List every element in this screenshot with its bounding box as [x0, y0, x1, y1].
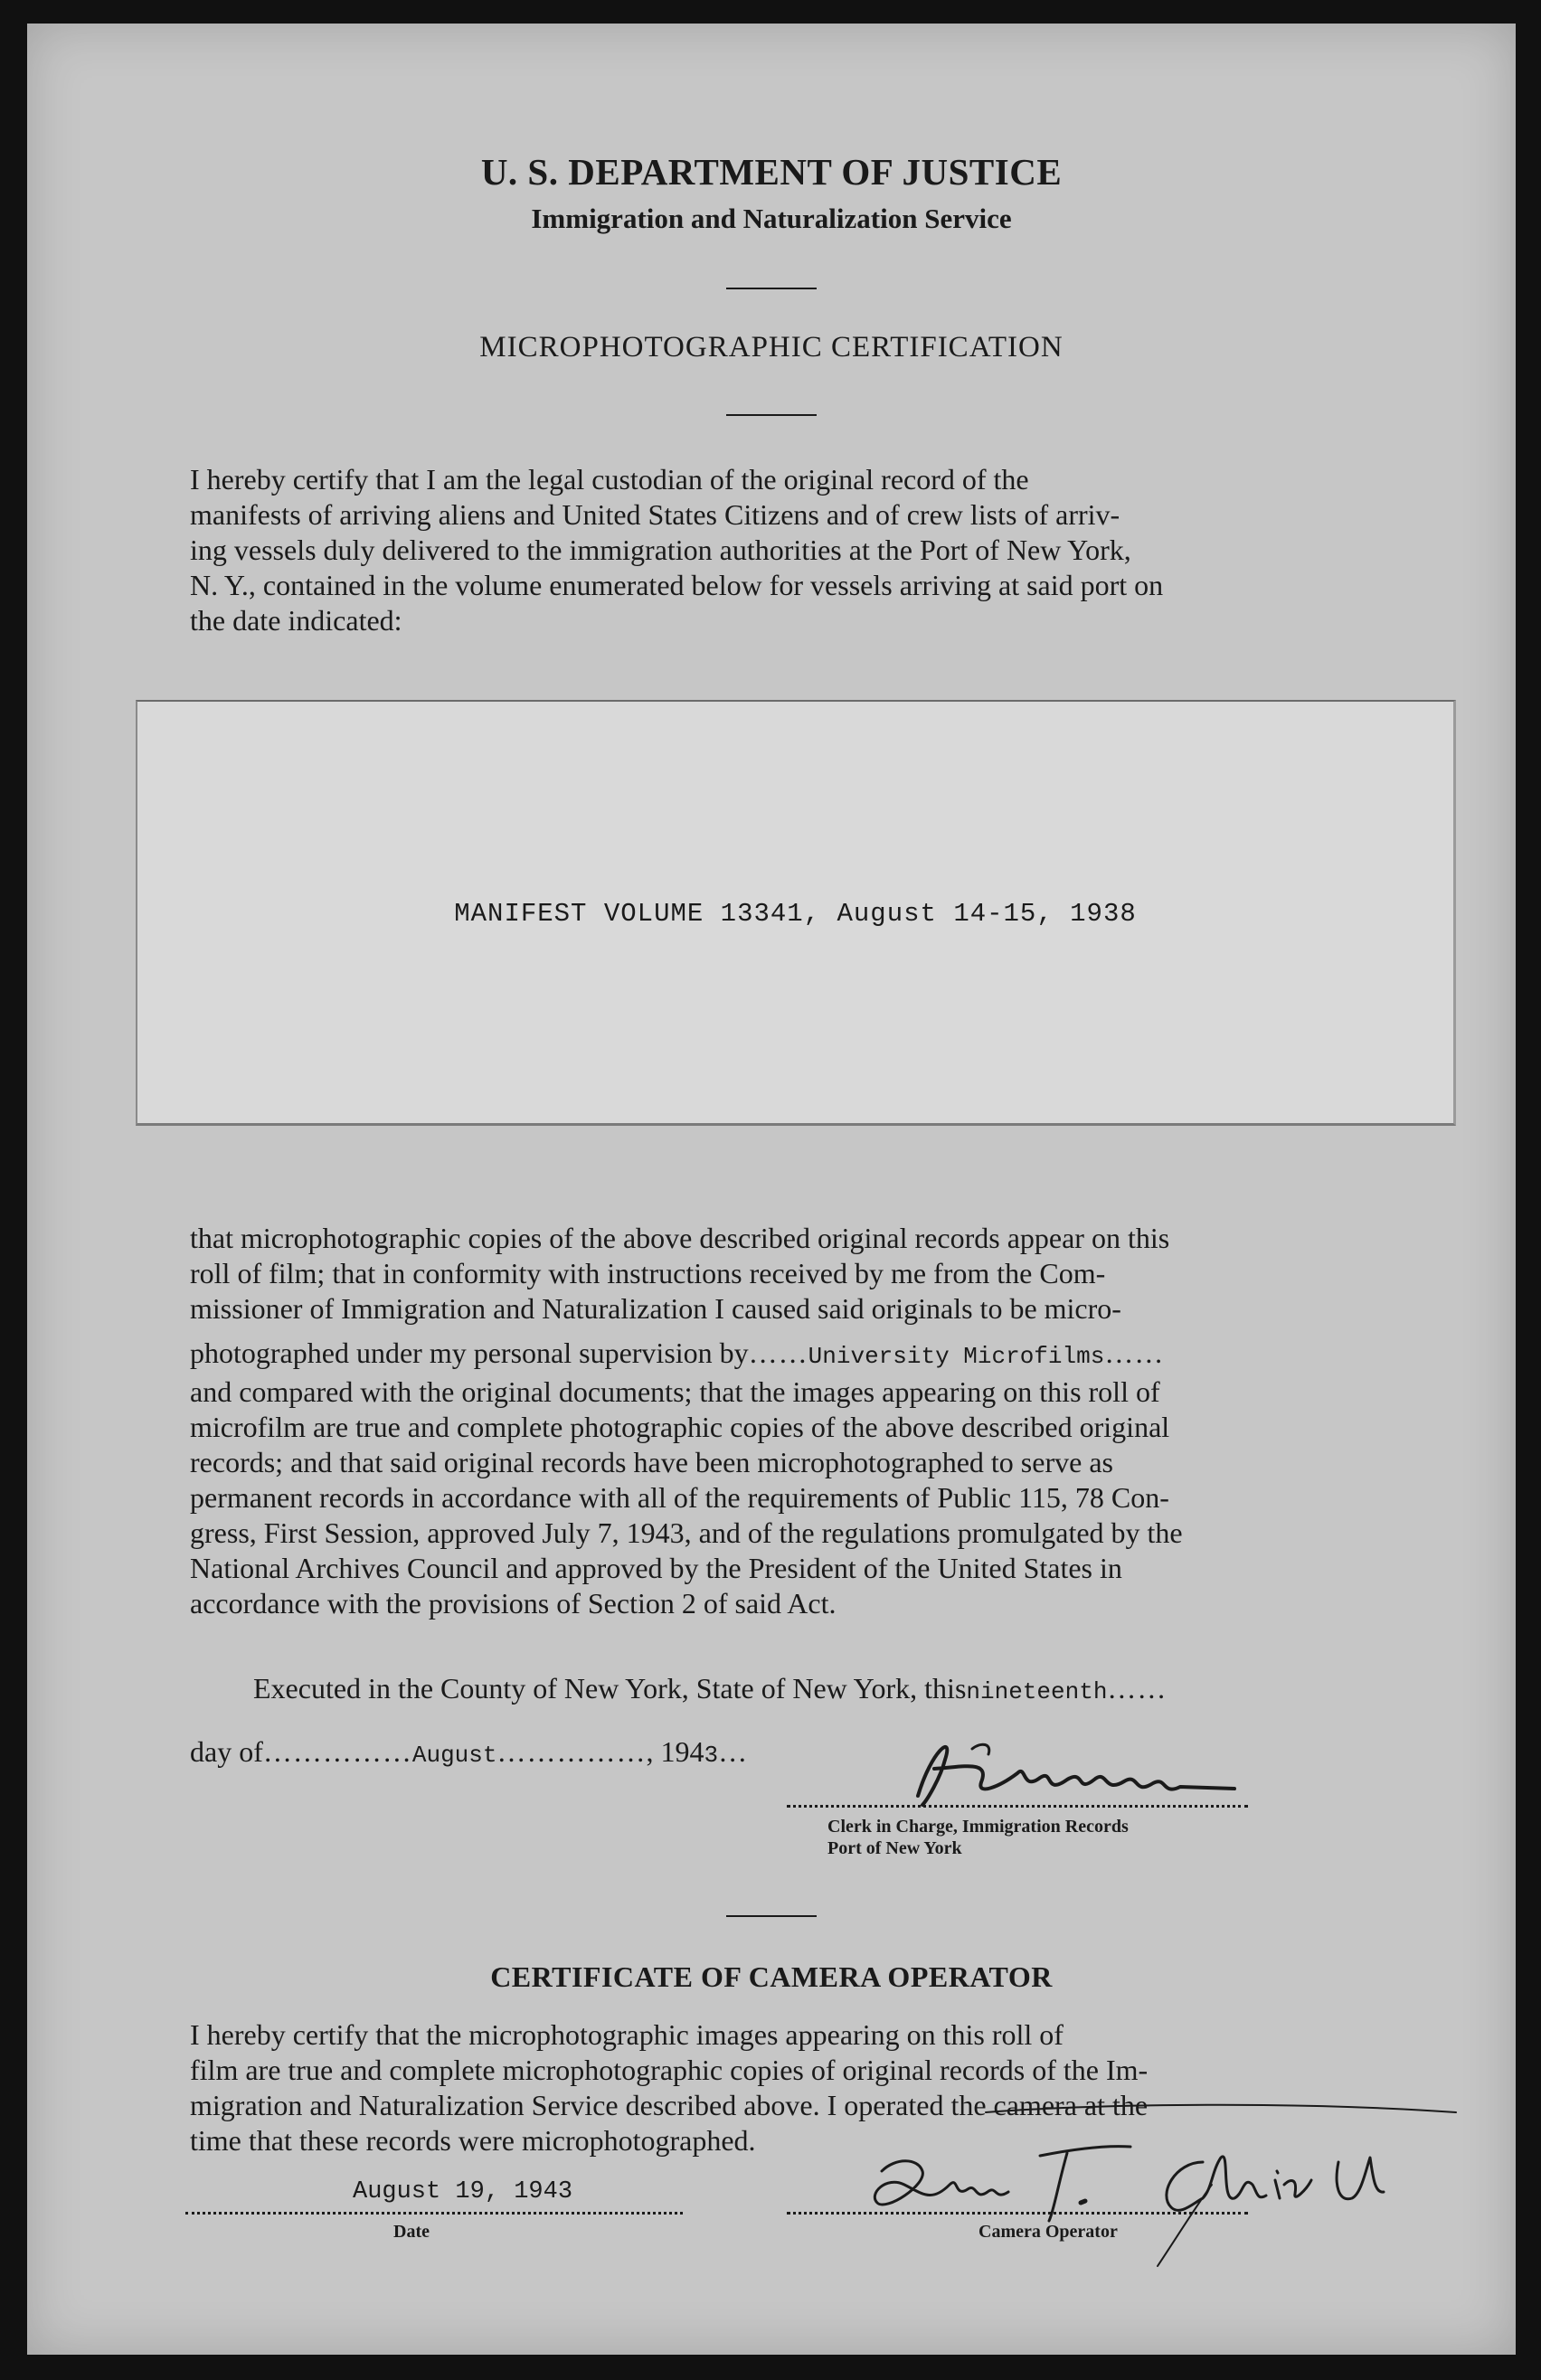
year-prefix: 194	[660, 1735, 704, 1768]
paragraph-line: accordance with the provisions of Section 2 of said Act.	[190, 1587, 837, 1620]
clerk-title	[827, 1816, 1129, 1859]
clerk-signature-line	[787, 1805, 1248, 1808]
paragraph-line: time that these records were microphotographed.	[190, 2124, 756, 2157]
paragraph-line: that microphotographic copies of the above described original records appear on this	[190, 1222, 1170, 1254]
department-heading: U. S. DEPARTMENT OF JUSTICE	[480, 151, 1063, 193]
executed-line: Executed in the County of New York, State of New York, thisnineteenth……	[253, 1672, 1168, 1705]
month-value: August	[411, 1742, 497, 1769]
clerk-title-line-1: Clerk in Charge, Immigration Records	[827, 1817, 1129, 1837]
paragraph-line: I hereby certify that the microphotographic images appearing on this roll of	[190, 2018, 1064, 2051]
operator-signature-line	[787, 2212, 1248, 2215]
paragraph-line: ing vessels duly delivered to the immigration authorities at the Port of New York,	[190, 534, 1131, 566]
paragraph-line: roll of film; that in conformity with instructions received by me from the Com-	[190, 1257, 1106, 1289]
operator-date-value: August 19, 1943	[353, 2178, 573, 2205]
divider-rule	[726, 414, 817, 416]
paragraph-line: gress, First Session, approved July 7, 1943, and of the regulations promulgated by the	[190, 1516, 1183, 1549]
paragraph-line: microfilm are true and complete photographic copies of the above described original	[190, 1411, 1170, 1443]
paragraph-line: I hereby certify that I am the legal custodian of the original record of the	[190, 463, 1029, 496]
custodian-paragraph	[190, 462, 1382, 638]
paragraph-line: missioner of Immigration and Naturalization I caused said originals to be micro-	[190, 1292, 1121, 1325]
copies-paragraph	[190, 1221, 1382, 1621]
date-line	[185, 2212, 683, 2215]
service-subheading: Immigration and Naturalization Service	[531, 203, 1012, 234]
paragraph-line: National Archives Council and approved by the President of the United States in	[190, 1552, 1122, 1584]
year-suffix-value: 3	[704, 1742, 719, 1769]
executed-day-value: nineteenth	[966, 1678, 1108, 1705]
executed-prefix: Executed in the County of New York, State of New York, this	[253, 1672, 967, 1705]
paragraph-line: migration and Naturalization Service described above. I operated the camera at the	[190, 2089, 1149, 2121]
camera-operator-heading: CERTIFICATE OF CAMERA OPERATOR	[490, 1960, 1053, 1993]
divider-rule	[726, 288, 817, 289]
supervision-prefix: photographed under my personal supervision by	[190, 1336, 749, 1369]
manifest-volume-label: MANIFEST VOLUME 13341, August 14-15, 1938	[454, 899, 1137, 929]
certification-title: MICROPHOTOGRAPHIC CERTIFICATION	[479, 331, 1064, 364]
supervision-by-value: University Microfilms	[808, 1343, 1105, 1370]
paragraph-line: records; and that said original records have been microphotographed to serve as	[190, 1446, 1113, 1478]
operator-signature-icon	[832, 2085, 1492, 2275]
clerk-title-line-2: Port of New York	[827, 1838, 962, 1858]
date-label: Date	[393, 2222, 430, 2242]
paragraph-line: N. Y., contained in the volume enumerated below for vessels arriving at said port on	[190, 569, 1164, 601]
paragraph-line: permanent records in accordance with all of the requirements of Public 115, 78 Con-	[190, 1481, 1169, 1514]
certificate-page	[27, 24, 1516, 2355]
paragraph-line: film are true and complete microphotographic copies of original records of the Im-	[190, 2054, 1149, 2086]
paragraph-line: the date indicated:	[190, 604, 402, 637]
volume-label-slip	[136, 700, 1456, 1126]
operator-label: Camera Operator	[978, 2222, 1118, 2242]
paragraph-line: manifests of arriving aliens and United States Citizens and of crew lists of arriv-	[190, 498, 1120, 531]
day-of-prefix: day of	[190, 1735, 263, 1768]
supervision-line: photographed under my personal supervision by……University Microfilms……	[190, 1336, 1165, 1370]
paragraph-line: and compared with the original documents; that the images appearing on this roll of	[190, 1375, 1160, 1408]
divider-rule	[726, 1915, 817, 1917]
day-of-line: day of……………August……………, 1943…	[190, 1735, 749, 1769]
